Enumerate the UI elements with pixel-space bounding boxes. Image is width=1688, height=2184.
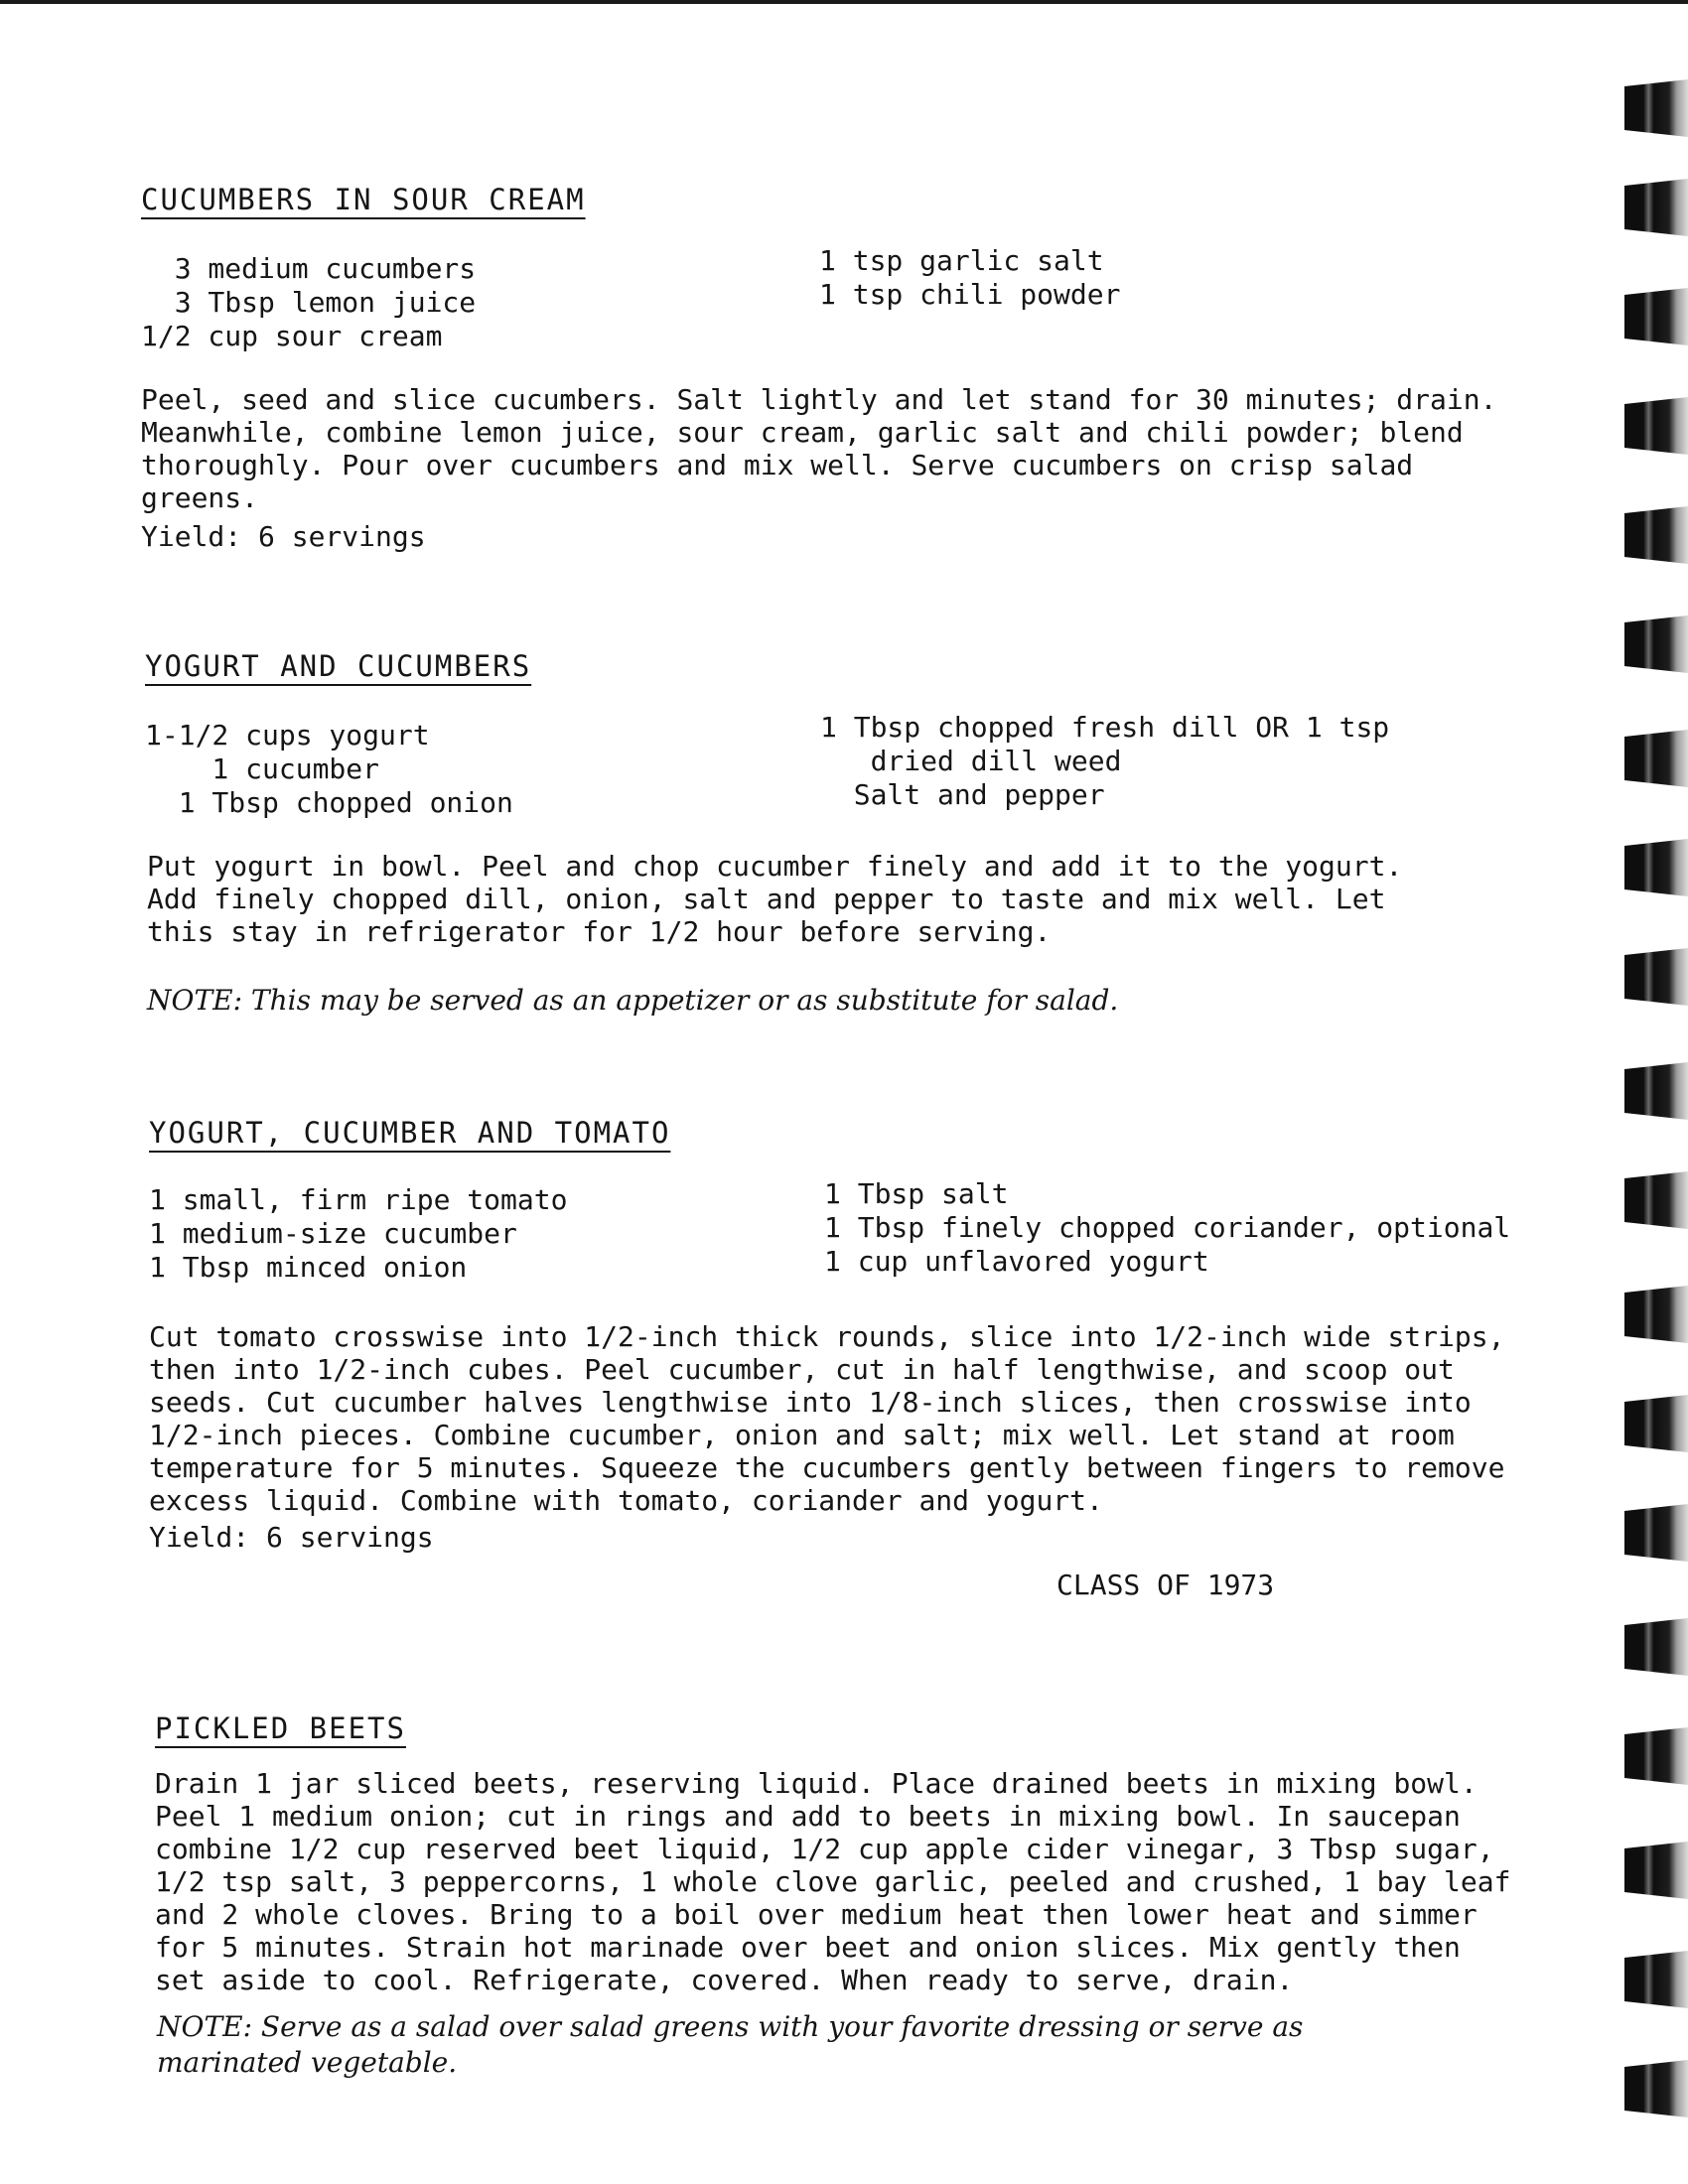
ingredient: 1 small, firm ripe tomato (149, 1183, 568, 1216)
ingredient-list-right (824, 1177, 1510, 1279)
binding-ring (1624, 1062, 1688, 1120)
direction-line: temperature for 5 minutes. Squeeze the cucumbers gently between fingers to remove (149, 1451, 1505, 1484)
ingredient: 1 medium-size cucumber (149, 1217, 517, 1250)
direction-line: this stay in refrigerator for 1/2 hour before serving. (147, 915, 1052, 948)
binding-ring (1624, 288, 1688, 345)
ingredient-list-right (819, 244, 1120, 312)
direction-line: combine 1/2 cup reserved beet liquid, 1/2 cup apple cider vinegar, 3 Tbsp sugar, (155, 1833, 1494, 1865)
binding-ring (1624, 839, 1688, 896)
binding-ring (1624, 1171, 1688, 1229)
binding-ring (1624, 2060, 1688, 2117)
direction-line: Add finely chopped dill, onion, salt and pepper to taste and mix well. Let (147, 883, 1386, 915)
ingredient: dried dill weed (820, 745, 1122, 777)
ingredient: 1 tsp chili powder (819, 278, 1121, 311)
page-top-edge (0, 0, 1688, 4)
recipe-note: NOTE: This may be served as an appetizer or as substitute for salad. (147, 984, 1119, 1017)
recipe-title: YOGURT AND CUCUMBERS (145, 649, 532, 683)
recipe-directions (149, 1320, 1519, 1517)
direction-line: then into 1/2-inch cubes. Peel cucumber, cut in half lengthwise, and scoop out (149, 1353, 1455, 1386)
direction-line: Drain 1 jar sliced beets, reserving liquid. Place drained beets in mixing bowl. (155, 1767, 1477, 1800)
direction-line: 1/2 tsp salt, 3 peppercorns, 1 whole clove garlic, peeled and crushed, 1 bay leaf (155, 1865, 1511, 1898)
ingredient: 1-1/2 cups yogurt (145, 719, 430, 751)
ingredient: 1 tsp garlic salt (819, 244, 1104, 277)
ingredient: 3 medium cucumbers (141, 252, 477, 285)
recipe-directions (147, 850, 1517, 948)
ingredient: 1 Tbsp chopped onion (145, 786, 513, 819)
binding-ring (1624, 1951, 1688, 2008)
binding-ring (1624, 1504, 1688, 1562)
direction-line: Cut tomato crosswise into 1/2-inch thick rounds, slice into 1/2-inch wide strips, (149, 1320, 1505, 1353)
direction-line: Meanwhile, combine lemon juice, sour cream, garlic salt and chili powder; blend (141, 416, 1464, 449)
direction-line: Peel, seed and slice cucumbers. Salt lightly and let stand for 30 minutes; drain. (141, 383, 1497, 416)
recipe-yield: Yield: 6 servings (149, 1521, 434, 1554)
ingredient-list-left (145, 719, 513, 820)
binding-ring (1624, 506, 1688, 564)
direction-line: Peel 1 medium onion; cut in rings and add to beets in mixing bowl. In saucepan (155, 1800, 1461, 1833)
binding-ring (1624, 1842, 1688, 1899)
binding-ring (1624, 397, 1688, 455)
direction-line: and 2 whole cloves. Bring to a boil over medium heat then lower heat and simmer (155, 1898, 1477, 1931)
direction-line: 1/2-inch pieces. Combine cucumber, onion and salt; mix well. Let stand at room (149, 1419, 1455, 1451)
direction-line: for 5 minutes. Strain hot marinade over beet and onion slices. Mix gently then (155, 1931, 1461, 1964)
binding-ring (1624, 615, 1688, 673)
binding-ring (1624, 1395, 1688, 1452)
ingredient: 1 cucumber (145, 752, 380, 785)
ingredient: 1/2 cup sour cream (141, 320, 443, 352)
ingredient: 1 Tbsp salt (824, 1177, 1009, 1210)
ingredient: 1 Tbsp chopped fresh dill OR 1 tsp (820, 711, 1390, 744)
direction-line: excess liquid. Combine with tomato, coriander and yogurt. (149, 1484, 1103, 1517)
binding-ring (1624, 1727, 1688, 1785)
ingredient: 1 cup unflavored yogurt (824, 1245, 1209, 1278)
ingredient: Salt and pepper (820, 778, 1105, 811)
direction-line: set aside to cool. Refrigerate, covered. When ready to serve, drain. (155, 1964, 1294, 1996)
direction-line: seeds. Cut cucumber halves lengthwise into 1/8-inch slices, then crosswise into (149, 1386, 1472, 1419)
recipe-directions (155, 1767, 1525, 1996)
binding-ring (1624, 1618, 1688, 1676)
recipe-credit: CLASS OF 1973 (1056, 1569, 1275, 1601)
recipe-title: YOGURT, CUCUMBER AND TOMATO (149, 1116, 671, 1150)
recipe-title: PICKLED BEETS (155, 1711, 406, 1745)
binding-ring (1624, 730, 1688, 787)
recipe-note (157, 2009, 1303, 2081)
binding-ring (1624, 1286, 1688, 1343)
ingredient-list-left (149, 1183, 567, 1285)
spiral-binding (1618, 0, 1688, 2184)
binding-ring (1624, 179, 1688, 236)
ingredient: 1 Tbsp finely chopped coriander, optional (824, 1211, 1511, 1244)
direction-line: Put yogurt in bowl. Peel and chop cucumber finely and add it to the yogurt. (147, 850, 1403, 883)
note-line: marinated vegetable. (157, 2046, 458, 2079)
note-line: NOTE: Serve as a salad over salad greens with your favorite dressing or serve as (157, 2010, 1304, 2043)
recipe-title: CUCUMBERS IN SOUR CREAM (141, 183, 586, 216)
binding-ring (1624, 948, 1688, 1006)
binding-ring (1624, 79, 1688, 137)
ingredient-list-left (141, 252, 476, 353)
recipe-yield: Yield: 6 servings (141, 520, 426, 553)
ingredient: 3 Tbsp lemon juice (141, 286, 477, 319)
recipe-directions (141, 383, 1511, 514)
direction-line: thoroughly. Pour over cucumbers and mix well. Serve cucumbers on crisp salad (141, 449, 1414, 481)
ingredient: 1 Tbsp minced onion (149, 1251, 468, 1284)
direction-line: greens. (141, 481, 259, 514)
ingredient-list-right (820, 711, 1389, 812)
